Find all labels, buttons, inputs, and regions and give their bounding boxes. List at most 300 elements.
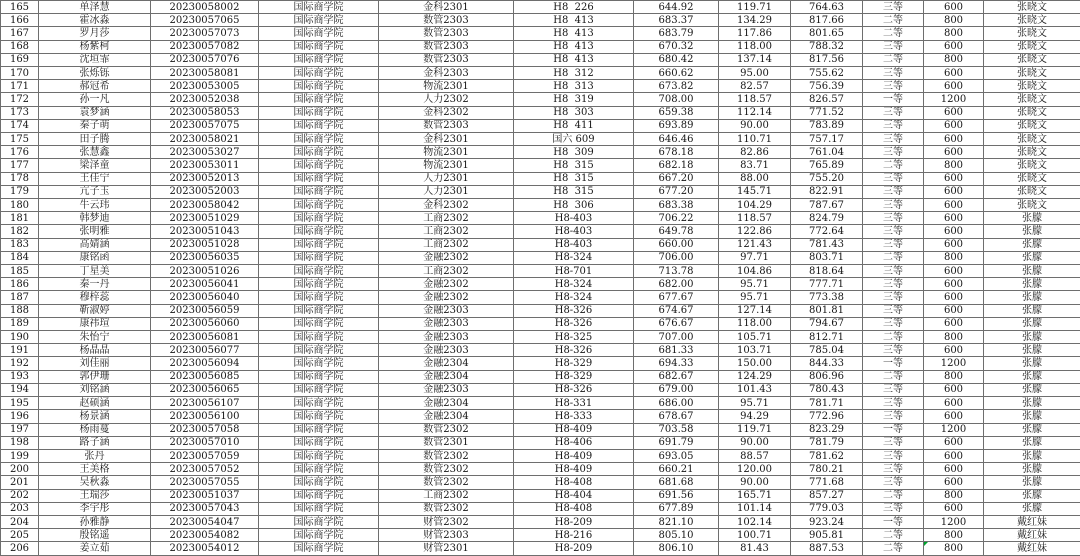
cell-college[interactable]: 国际商学院 xyxy=(259,93,379,106)
cell-award-grade[interactable]: 三等 xyxy=(863,133,924,146)
cell-student-name[interactable]: 吴秋淼 xyxy=(39,476,151,489)
cell-total-score[interactable]: 806.96 xyxy=(791,370,863,383)
cell-college[interactable]: 国际商学院 xyxy=(259,106,379,119)
cell-college[interactable]: 国际商学院 xyxy=(259,423,379,436)
cell-academic-score[interactable]: 691.79 xyxy=(634,436,719,449)
cell-total-score[interactable]: 812.71 xyxy=(791,331,863,344)
cell-college[interactable]: 国际商学院 xyxy=(259,133,379,146)
cell-bonus-score[interactable]: 83.71 xyxy=(719,159,791,172)
cell-advisor[interactable]: 张朦 xyxy=(984,423,1080,436)
cell-dorm-room[interactable]: H8 413 xyxy=(514,14,634,27)
cell-student-id[interactable]: 20230051037 xyxy=(151,489,259,502)
cell-college[interactable]: 国际商学院 xyxy=(259,370,379,383)
cell-award-grade[interactable]: 二等 xyxy=(863,14,924,27)
cell-class[interactable]: 金融2302 xyxy=(379,251,514,264)
cell-award-amount[interactable]: 600 xyxy=(924,67,984,80)
cell-row-number[interactable]: 199 xyxy=(1,449,39,462)
cell-student-id[interactable]: 20230054082 xyxy=(151,529,259,542)
cell-total-score[interactable]: 781.79 xyxy=(791,436,863,449)
cell-college[interactable]: 国际商学院 xyxy=(259,265,379,278)
cell-award-grade[interactable]: 三等 xyxy=(863,436,924,449)
cell-academic-score[interactable]: 683.79 xyxy=(634,27,719,40)
cell-award-grade[interactable]: 二等 xyxy=(863,529,924,542)
cell-advisor[interactable]: 张朦 xyxy=(984,344,1080,357)
cell-bonus-score[interactable]: 118.00 xyxy=(719,317,791,330)
cell-dorm-room[interactable]: H8 413 xyxy=(514,53,634,66)
cell-advisor[interactable]: 张朦 xyxy=(984,225,1080,238)
cell-college[interactable]: 国际商学院 xyxy=(259,529,379,542)
cell-academic-score[interactable]: 686.00 xyxy=(634,397,719,410)
cell-row-number[interactable]: 205 xyxy=(1,529,39,542)
cell-award-amount[interactable]: 600 xyxy=(924,436,984,449)
cell-total-score[interactable]: 905.81 xyxy=(791,529,863,542)
cell-award-grade[interactable]: 三等 xyxy=(863,278,924,291)
cell-award-grade[interactable]: 二等 xyxy=(863,251,924,264)
cell-advisor[interactable]: 张朦 xyxy=(984,463,1080,476)
cell-advisor[interactable]: 张晓文 xyxy=(984,53,1080,66)
cell-student-name[interactable]: 罗月莎 xyxy=(39,27,151,40)
cell-row-number[interactable]: 186 xyxy=(1,278,39,291)
cell-student-name[interactable]: 张丹 xyxy=(39,449,151,462)
cell-row-number[interactable]: 201 xyxy=(1,476,39,489)
cell-bonus-score[interactable]: 119.71 xyxy=(719,1,791,14)
cell-bonus-score[interactable]: 95.71 xyxy=(719,397,791,410)
cell-total-score[interactable]: 771.68 xyxy=(791,476,863,489)
cell-bonus-score[interactable]: 90.00 xyxy=(719,436,791,449)
cell-award-grade[interactable]: 三等 xyxy=(863,199,924,212)
cell-student-id[interactable]: 20230056065 xyxy=(151,383,259,396)
cell-advisor[interactable]: 张晓文 xyxy=(984,93,1080,106)
cell-award-grade[interactable]: 三等 xyxy=(863,317,924,330)
cell-academic-score[interactable]: 694.33 xyxy=(634,357,719,370)
cell-award-grade[interactable]: 三等 xyxy=(863,40,924,53)
cell-total-score[interactable]: 887.53 xyxy=(791,542,863,556)
cell-class[interactable]: 人力2301 xyxy=(379,172,514,185)
cell-row-number[interactable]: 165 xyxy=(1,1,39,14)
cell-class[interactable]: 金融2304 xyxy=(379,410,514,423)
cell-award-amount[interactable]: 600 xyxy=(924,212,984,225)
cell-class[interactable]: 数管2303 xyxy=(379,27,514,40)
cell-bonus-score[interactable]: 118.00 xyxy=(719,40,791,53)
cell-academic-score[interactable]: 693.89 xyxy=(634,119,719,132)
cell-college[interactable]: 国际商学院 xyxy=(259,344,379,357)
cell-total-score[interactable]: 817.66 xyxy=(791,14,863,27)
cell-class[interactable]: 数管2303 xyxy=(379,40,514,53)
cell-award-grade[interactable]: 三等 xyxy=(863,80,924,93)
cell-college[interactable]: 国际商学院 xyxy=(259,331,379,344)
cell-dorm-room[interactable]: H8-324 xyxy=(514,251,634,264)
cell-class[interactable]: 金融2304 xyxy=(379,357,514,370)
cell-row-number[interactable]: 172 xyxy=(1,93,39,106)
cell-advisor[interactable]: 张朦 xyxy=(984,476,1080,489)
cell-advisor[interactable]: 张晓文 xyxy=(984,14,1080,27)
cell-class[interactable]: 物流2301 xyxy=(379,146,514,159)
cell-award-amount[interactable]: 600 xyxy=(924,476,984,489)
cell-total-score[interactable]: 781.43 xyxy=(791,238,863,251)
cell-college[interactable]: 国际商学院 xyxy=(259,14,379,27)
cell-advisor[interactable]: 张朦 xyxy=(984,449,1080,462)
cell-advisor[interactable]: 张晓文 xyxy=(984,67,1080,80)
cell-academic-score[interactable]: 681.68 xyxy=(634,476,719,489)
cell-student-id[interactable]: 20230052013 xyxy=(151,172,259,185)
cell-row-number[interactable]: 184 xyxy=(1,251,39,264)
cell-class[interactable]: 金融2303 xyxy=(379,304,514,317)
cell-student-name[interactable]: 梁泽童 xyxy=(39,159,151,172)
cell-bonus-score[interactable]: 119.71 xyxy=(719,423,791,436)
cell-total-score[interactable]: 787.67 xyxy=(791,199,863,212)
cell-dorm-room[interactable]: H8-325 xyxy=(514,331,634,344)
cell-college[interactable]: 国际商学院 xyxy=(259,199,379,212)
cell-row-number[interactable]: 175 xyxy=(1,133,39,146)
cell-student-id[interactable]: 20230051026 xyxy=(151,265,259,278)
cell-advisor[interactable]: 张朦 xyxy=(984,304,1080,317)
cell-dorm-room[interactable]: H8-326 xyxy=(514,317,634,330)
cell-award-grade[interactable]: 三等 xyxy=(863,185,924,198)
cell-advisor[interactable]: 张晓文 xyxy=(984,106,1080,119)
cell-total-score[interactable]: 780.43 xyxy=(791,383,863,396)
cell-class[interactable]: 金融2303 xyxy=(379,383,514,396)
cell-academic-score[interactable]: 682.67 xyxy=(634,370,719,383)
cell-dorm-room[interactable]: H8 303 xyxy=(514,106,634,119)
cell-academic-score[interactable]: 683.38 xyxy=(634,199,719,212)
cell-total-score[interactable]: 824.79 xyxy=(791,212,863,225)
cell-award-amount[interactable]: 600 xyxy=(924,133,984,146)
cell-advisor[interactable]: 张朦 xyxy=(984,370,1080,383)
cell-row-number[interactable]: 198 xyxy=(1,436,39,449)
cell-bonus-score[interactable]: 90.00 xyxy=(719,476,791,489)
cell-bonus-score[interactable]: 118.57 xyxy=(719,93,791,106)
cell-total-score[interactable]: 801.65 xyxy=(791,27,863,40)
cell-bonus-score[interactable]: 97.71 xyxy=(719,251,791,264)
cell-award-amount[interactable]: 600 xyxy=(924,225,984,238)
cell-college[interactable]: 国际商学院 xyxy=(259,463,379,476)
cell-total-score[interactable]: 772.96 xyxy=(791,410,863,423)
cell-class[interactable]: 数管2303 xyxy=(379,119,514,132)
cell-academic-score[interactable]: 681.33 xyxy=(634,344,719,357)
cell-college[interactable]: 国际商学院 xyxy=(259,397,379,410)
cell-award-amount[interactable]: 800 xyxy=(924,370,984,383)
cell-award-grade[interactable]: 三等 xyxy=(863,476,924,489)
cell-student-id[interactable]: 20230056107 xyxy=(151,397,259,410)
cell-advisor[interactable]: 张晓文 xyxy=(984,80,1080,93)
cell-academic-score[interactable]: 821.10 xyxy=(634,515,719,528)
cell-student-id[interactable]: 20230058021 xyxy=(151,133,259,146)
cell-dorm-room[interactable]: H8-329 xyxy=(514,370,634,383)
cell-student-id[interactable]: 20230057082 xyxy=(151,40,259,53)
cell-bonus-score[interactable]: 137.14 xyxy=(719,53,791,66)
cell-dorm-room[interactable]: H8 312 xyxy=(514,67,634,80)
cell-row-number[interactable]: 182 xyxy=(1,225,39,238)
cell-row-number[interactable]: 195 xyxy=(1,397,39,410)
cell-academic-score[interactable]: 644.92 xyxy=(634,1,719,14)
cell-dorm-room[interactable]: H8-408 xyxy=(514,502,634,515)
cell-bonus-score[interactable]: 81.43 xyxy=(719,542,791,556)
cell-student-id[interactable]: 20230056081 xyxy=(151,331,259,344)
cell-class[interactable]: 金科2301 xyxy=(379,1,514,14)
cell-academic-score[interactable]: 679.00 xyxy=(634,383,719,396)
cell-bonus-score[interactable]: 101.43 xyxy=(719,383,791,396)
cell-student-name[interactable]: 殷铭遥 xyxy=(39,529,151,542)
cell-advisor[interactable]: 张朦 xyxy=(984,265,1080,278)
cell-award-grade[interactable]: 三等 xyxy=(863,67,924,80)
cell-academic-score[interactable]: 691.56 xyxy=(634,489,719,502)
cell-award-amount[interactable]: 800 xyxy=(924,14,984,27)
cell-award-amount[interactable]: 600 xyxy=(924,383,984,396)
cell-award-amount[interactable]: 1200 xyxy=(924,515,984,528)
cell-student-id[interactable]: 20230058042 xyxy=(151,199,259,212)
cell-row-number[interactable]: 191 xyxy=(1,344,39,357)
cell-row-number[interactable]: 168 xyxy=(1,40,39,53)
cell-bonus-score[interactable]: 104.29 xyxy=(719,199,791,212)
cell-student-id[interactable]: 20230057058 xyxy=(151,423,259,436)
cell-advisor[interactable]: 张朦 xyxy=(984,251,1080,264)
cell-college[interactable]: 国际商学院 xyxy=(259,172,379,185)
cell-college[interactable]: 国际商学院 xyxy=(259,291,379,304)
cell-student-id[interactable]: 20230057065 xyxy=(151,14,259,27)
cell-award-amount[interactable]: 600 xyxy=(924,106,984,119)
cell-advisor[interactable]: 张晓文 xyxy=(984,199,1080,212)
cell-award-grade[interactable]: 三等 xyxy=(863,410,924,423)
cell-dorm-room[interactable]: H8 226 xyxy=(514,1,634,14)
cell-total-score[interactable]: 771.52 xyxy=(791,106,863,119)
cell-academic-score[interactable]: 646.46 xyxy=(634,133,719,146)
cell-award-amount[interactable]: 800 xyxy=(924,251,984,264)
cell-college[interactable]: 国际商学院 xyxy=(259,238,379,251)
cell-student-id[interactable]: 20230053011 xyxy=(151,159,259,172)
cell-award-amount[interactable]: 600 xyxy=(924,291,984,304)
cell-bonus-score[interactable]: 82.86 xyxy=(719,146,791,159)
cell-bonus-score[interactable]: 112.14 xyxy=(719,106,791,119)
cell-row-number[interactable]: 194 xyxy=(1,383,39,396)
cell-student-id[interactable]: 20230056041 xyxy=(151,278,259,291)
cell-college[interactable]: 国际商学院 xyxy=(259,502,379,515)
cell-total-score[interactable]: 761.04 xyxy=(791,146,863,159)
cell-student-name[interactable]: 张明雅 xyxy=(39,225,151,238)
cell-student-name[interactable]: 刘铭涵 xyxy=(39,383,151,396)
cell-dorm-room[interactable]: H8 315 xyxy=(514,159,634,172)
cell-award-amount[interactable]: 600 xyxy=(924,40,984,53)
cell-student-id[interactable]: 20230051028 xyxy=(151,238,259,251)
cell-student-name[interactable]: 路子涵 xyxy=(39,436,151,449)
cell-bonus-score[interactable]: 124.29 xyxy=(719,370,791,383)
cell-total-score[interactable]: 773.38 xyxy=(791,291,863,304)
cell-award-grade[interactable]: 三等 xyxy=(863,463,924,476)
cell-academic-score[interactable]: 708.00 xyxy=(634,93,719,106)
cell-award-grade[interactable]: 三等 xyxy=(863,344,924,357)
cell-student-id[interactable]: 20230056100 xyxy=(151,410,259,423)
cell-row-number[interactable]: 171 xyxy=(1,80,39,93)
cell-row-number[interactable]: 206 xyxy=(1,542,39,556)
cell-academic-score[interactable]: 703.58 xyxy=(634,423,719,436)
cell-advisor[interactable]: 张朦 xyxy=(984,278,1080,291)
cell-student-id[interactable]: 20230058053 xyxy=(151,106,259,119)
cell-row-number[interactable]: 202 xyxy=(1,489,39,502)
cell-dorm-room[interactable]: H8-408 xyxy=(514,476,634,489)
cell-award-grade[interactable]: 三等 xyxy=(863,172,924,185)
cell-award-grade[interactable]: 二等 xyxy=(863,331,924,344)
cell-student-name[interactable]: 丁星美 xyxy=(39,265,151,278)
cell-bonus-score[interactable]: 103.71 xyxy=(719,344,791,357)
cell-advisor[interactable]: 张朦 xyxy=(984,502,1080,515)
cell-college[interactable]: 国际商学院 xyxy=(259,476,379,489)
cell-dorm-room[interactable]: 国六 609 xyxy=(514,133,634,146)
cell-award-amount[interactable]: 600 xyxy=(924,146,984,159)
cell-dorm-room[interactable]: H8-326 xyxy=(514,344,634,357)
cell-student-name[interactable]: 田子腾 xyxy=(39,133,151,146)
cell-dorm-room[interactable]: H8-216 xyxy=(514,529,634,542)
cell-total-score[interactable]: 781.71 xyxy=(791,397,863,410)
cell-row-number[interactable]: 177 xyxy=(1,159,39,172)
cell-academic-score[interactable]: 677.20 xyxy=(634,185,719,198)
cell-total-score[interactable]: 755.20 xyxy=(791,172,863,185)
cell-student-id[interactable]: 20230054012 xyxy=(151,542,259,556)
cell-bonus-score[interactable]: 145.71 xyxy=(719,185,791,198)
cell-college[interactable]: 国际商学院 xyxy=(259,67,379,80)
cell-academic-score[interactable]: 683.37 xyxy=(634,14,719,27)
cell-award-amount[interactable]: 800 xyxy=(924,489,984,502)
cell-total-score[interactable]: 757.17 xyxy=(791,133,863,146)
cell-dorm-room[interactable]: H8-406 xyxy=(514,436,634,449)
cell-class[interactable]: 工商2302 xyxy=(379,225,514,238)
cell-award-grade[interactable]: 三等 xyxy=(863,397,924,410)
cell-class[interactable]: 财管2301 xyxy=(379,542,514,556)
cell-advisor[interactable]: 张晓文 xyxy=(984,1,1080,14)
cell-total-score[interactable]: 783.89 xyxy=(791,119,863,132)
cell-college[interactable]: 国际商学院 xyxy=(259,436,379,449)
cell-bonus-score[interactable]: 82.57 xyxy=(719,80,791,93)
cell-college[interactable]: 国际商学院 xyxy=(259,146,379,159)
cell-dorm-room[interactable]: H8-324 xyxy=(514,278,634,291)
cell-award-amount[interactable]: 800 xyxy=(924,331,984,344)
cell-student-id[interactable]: 20230057059 xyxy=(151,449,259,462)
cell-award-grade[interactable]: 二等 xyxy=(863,489,924,502)
cell-bonus-score[interactable]: 120.00 xyxy=(719,463,791,476)
cell-class[interactable]: 数管2302 xyxy=(379,476,514,489)
cell-total-score[interactable]: 817.56 xyxy=(791,53,863,66)
cell-advisor[interactable]: 戴红妹 xyxy=(984,529,1080,542)
cell-row-number[interactable]: 193 xyxy=(1,370,39,383)
cell-award-grade[interactable]: 三等 xyxy=(863,212,924,225)
cell-row-number[interactable]: 180 xyxy=(1,199,39,212)
cell-academic-score[interactable]: 707.00 xyxy=(634,331,719,344)
cell-row-number[interactable]: 185 xyxy=(1,265,39,278)
cell-advisor[interactable]: 张朦 xyxy=(984,291,1080,304)
cell-award-amount[interactable]: 600 xyxy=(924,119,984,132)
cell-award-amount[interactable]: 600 xyxy=(924,199,984,212)
cell-total-score[interactable]: 803.71 xyxy=(791,251,863,264)
cell-class[interactable]: 金科2301 xyxy=(379,133,514,146)
cell-advisor[interactable]: 张晓文 xyxy=(984,133,1080,146)
cell-dorm-room[interactable]: H8-403 xyxy=(514,212,634,225)
cell-class[interactable]: 金融2302 xyxy=(379,278,514,291)
cell-student-id[interactable]: 20230056085 xyxy=(151,370,259,383)
cell-bonus-score[interactable]: 95.00 xyxy=(719,67,791,80)
cell-college[interactable]: 国际商学院 xyxy=(259,278,379,291)
cell-advisor[interactable]: 张朦 xyxy=(984,397,1080,410)
cell-student-name[interactable]: 秦子萌 xyxy=(39,119,151,132)
cell-student-name[interactable]: 沈垣霏 xyxy=(39,53,151,66)
cell-dorm-room[interactable]: H8-331 xyxy=(514,397,634,410)
cell-advisor[interactable]: 张晓文 xyxy=(984,27,1080,40)
cell-award-grade[interactable]: 三等 xyxy=(863,225,924,238)
cell-total-score[interactable]: 818.64 xyxy=(791,265,863,278)
cell-student-name[interactable]: 单泽慧 xyxy=(39,1,151,14)
cell-student-name[interactable]: 杨晶晶 xyxy=(39,344,151,357)
cell-college[interactable]: 国际商学院 xyxy=(259,212,379,225)
cell-class[interactable]: 工商2302 xyxy=(379,265,514,278)
cell-bonus-score[interactable]: 105.71 xyxy=(719,331,791,344)
cell-row-number[interactable]: 190 xyxy=(1,331,39,344)
cell-award-grade[interactable]: 二等 xyxy=(863,53,924,66)
cell-award-grade[interactable]: 三等 xyxy=(863,502,924,515)
cell-student-id[interactable]: 20230057055 xyxy=(151,476,259,489)
cell-row-number[interactable]: 179 xyxy=(1,185,39,198)
cell-advisor[interactable]: 张朦 xyxy=(984,436,1080,449)
cell-student-name[interactable]: 韩梦迪 xyxy=(39,212,151,225)
cell-total-score[interactable]: 777.71 xyxy=(791,278,863,291)
cell-award-amount[interactable]: 1200 xyxy=(924,93,984,106)
cell-class[interactable]: 金融2303 xyxy=(379,317,514,330)
cell-class[interactable]: 金融2303 xyxy=(379,344,514,357)
cell-student-id[interactable]: 20230056040 xyxy=(151,291,259,304)
cell-student-id[interactable]: 20230056035 xyxy=(151,251,259,264)
cell-award-amount[interactable]: 800 xyxy=(924,542,984,556)
cell-academic-score[interactable]: 659.38 xyxy=(634,106,719,119)
cell-class[interactable]: 数管2303 xyxy=(379,14,514,27)
cell-total-score[interactable]: 857.27 xyxy=(791,489,863,502)
cell-award-grade[interactable]: 二等 xyxy=(863,542,924,556)
cell-row-number[interactable]: 167 xyxy=(1,27,39,40)
cell-total-score[interactable]: 822.91 xyxy=(791,185,863,198)
cell-student-name[interactable]: 孙雅静 xyxy=(39,515,151,528)
cell-bonus-score[interactable]: 90.00 xyxy=(719,119,791,132)
cell-total-score[interactable]: 923.24 xyxy=(791,515,863,528)
cell-bonus-score[interactable]: 117.86 xyxy=(719,27,791,40)
cell-academic-score[interactable]: 678.67 xyxy=(634,410,719,423)
cell-college[interactable]: 国际商学院 xyxy=(259,251,379,264)
cell-award-grade[interactable]: 二等 xyxy=(863,159,924,172)
cell-row-number[interactable]: 174 xyxy=(1,119,39,132)
cell-student-name[interactable]: 张慧鑫 xyxy=(39,146,151,159)
cell-advisor[interactable]: 张朦 xyxy=(984,317,1080,330)
cell-total-score[interactable]: 764.63 xyxy=(791,1,863,14)
cell-academic-score[interactable]: 649.78 xyxy=(634,225,719,238)
cell-award-grade[interactable]: 三等 xyxy=(863,304,924,317)
cell-dorm-room[interactable]: H8 411 xyxy=(514,119,634,132)
cell-advisor[interactable]: 张晓文 xyxy=(984,185,1080,198)
cell-class[interactable]: 金科2302 xyxy=(379,106,514,119)
cell-college[interactable]: 国际商学院 xyxy=(259,80,379,93)
cell-advisor[interactable]: 张晓文 xyxy=(984,146,1080,159)
cell-dorm-room[interactable]: H8 309 xyxy=(514,146,634,159)
cell-bonus-score[interactable]: 102.14 xyxy=(719,515,791,528)
cell-bonus-score[interactable]: 165.71 xyxy=(719,489,791,502)
cell-student-name[interactable]: 杨景涵 xyxy=(39,410,151,423)
cell-row-number[interactable]: 166 xyxy=(1,14,39,27)
cell-academic-score[interactable]: 706.22 xyxy=(634,212,719,225)
cell-dorm-room[interactable]: H8-403 xyxy=(514,238,634,251)
cell-total-score[interactable]: 755.62 xyxy=(791,67,863,80)
cell-award-amount[interactable]: 600 xyxy=(924,397,984,410)
cell-bonus-score[interactable]: 127.14 xyxy=(719,304,791,317)
cell-student-name[interactable]: 靳淑婷 xyxy=(39,304,151,317)
cell-student-id[interactable]: 20230051043 xyxy=(151,225,259,238)
cell-bonus-score[interactable]: 94.29 xyxy=(719,410,791,423)
cell-row-number[interactable]: 189 xyxy=(1,317,39,330)
cell-college[interactable]: 国际商学院 xyxy=(259,119,379,132)
cell-advisor[interactable]: 戴红妹 xyxy=(984,515,1080,528)
cell-row-number[interactable]: 188 xyxy=(1,304,39,317)
